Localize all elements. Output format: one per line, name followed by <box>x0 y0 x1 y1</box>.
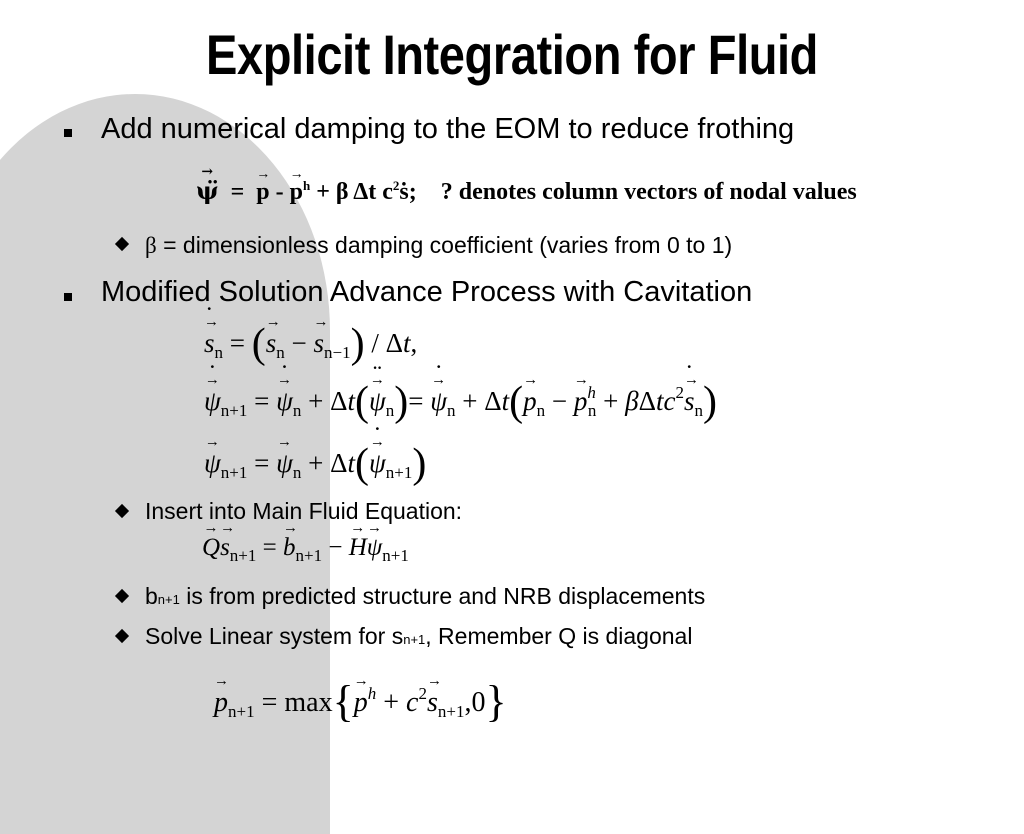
insert-main-equation: Insert into Main Fluid Equation: <box>145 498 463 524</box>
bullet-solution-advance: Modified Solution Advance Process with Cavitation <box>101 276 753 308</box>
equation-main-fluid: → $Q\to s_{n+1}$ = → $b_{n+1}$ − → $H\to \psi_{n+1}$ <box>202 534 409 566</box>
equation-psi: → $\psi_{n+1}$ = → $\psi_n + \Delta t(\to \psi$ $˙_{n+1}$) <box>204 440 426 488</box>
bullet-square-icon <box>64 293 72 301</box>
equation-s-dot: → s $˙_n$ = (→ $s_n$ − → $s_{n-1}$) / Δt, <box>204 320 417 368</box>
beta-definition: β = dimensionless damping coefficient (varies from 0 to 1) <box>145 232 733 258</box>
equation-damped-eom: → ψ̈ = → p - → $p^h + \beta$ Δt $c^2ṡ$; ? denotes column vectors of nodal values <box>196 176 857 206</box>
solve-linear-system: Solve Linear system for sn+1, Remember Q is diagonal <box>145 623 693 649</box>
equation-pressure-max: → $p_{n+1} = \max\{\to p^h + c^2\to s_{n+1},0\}$ <box>214 676 507 727</box>
slide-title: Explicit Integration for Fluid <box>206 23 818 86</box>
equation-note: ? denotes column vectors of nodal values <box>440 179 857 205</box>
bullet-square-icon <box>64 129 72 137</box>
bullet-damping: Add numerical damping to the EOM to reduce frothing <box>101 113 795 145</box>
equation-psi-dot: → ψ $˙_{n+1}$ = → ψ $˙_n + \Delta t(\to \psi$ $¨_n)= \to \psi$ $˙_n + \Delta t(\to p_n$ − → $p^h_n + \beta\Delta tc^2\to s$ $˙_n$) <box>204 378 717 426</box>
b-vector-description: bn+1 is from predicted structure and NRB displacements <box>145 583 706 609</box>
